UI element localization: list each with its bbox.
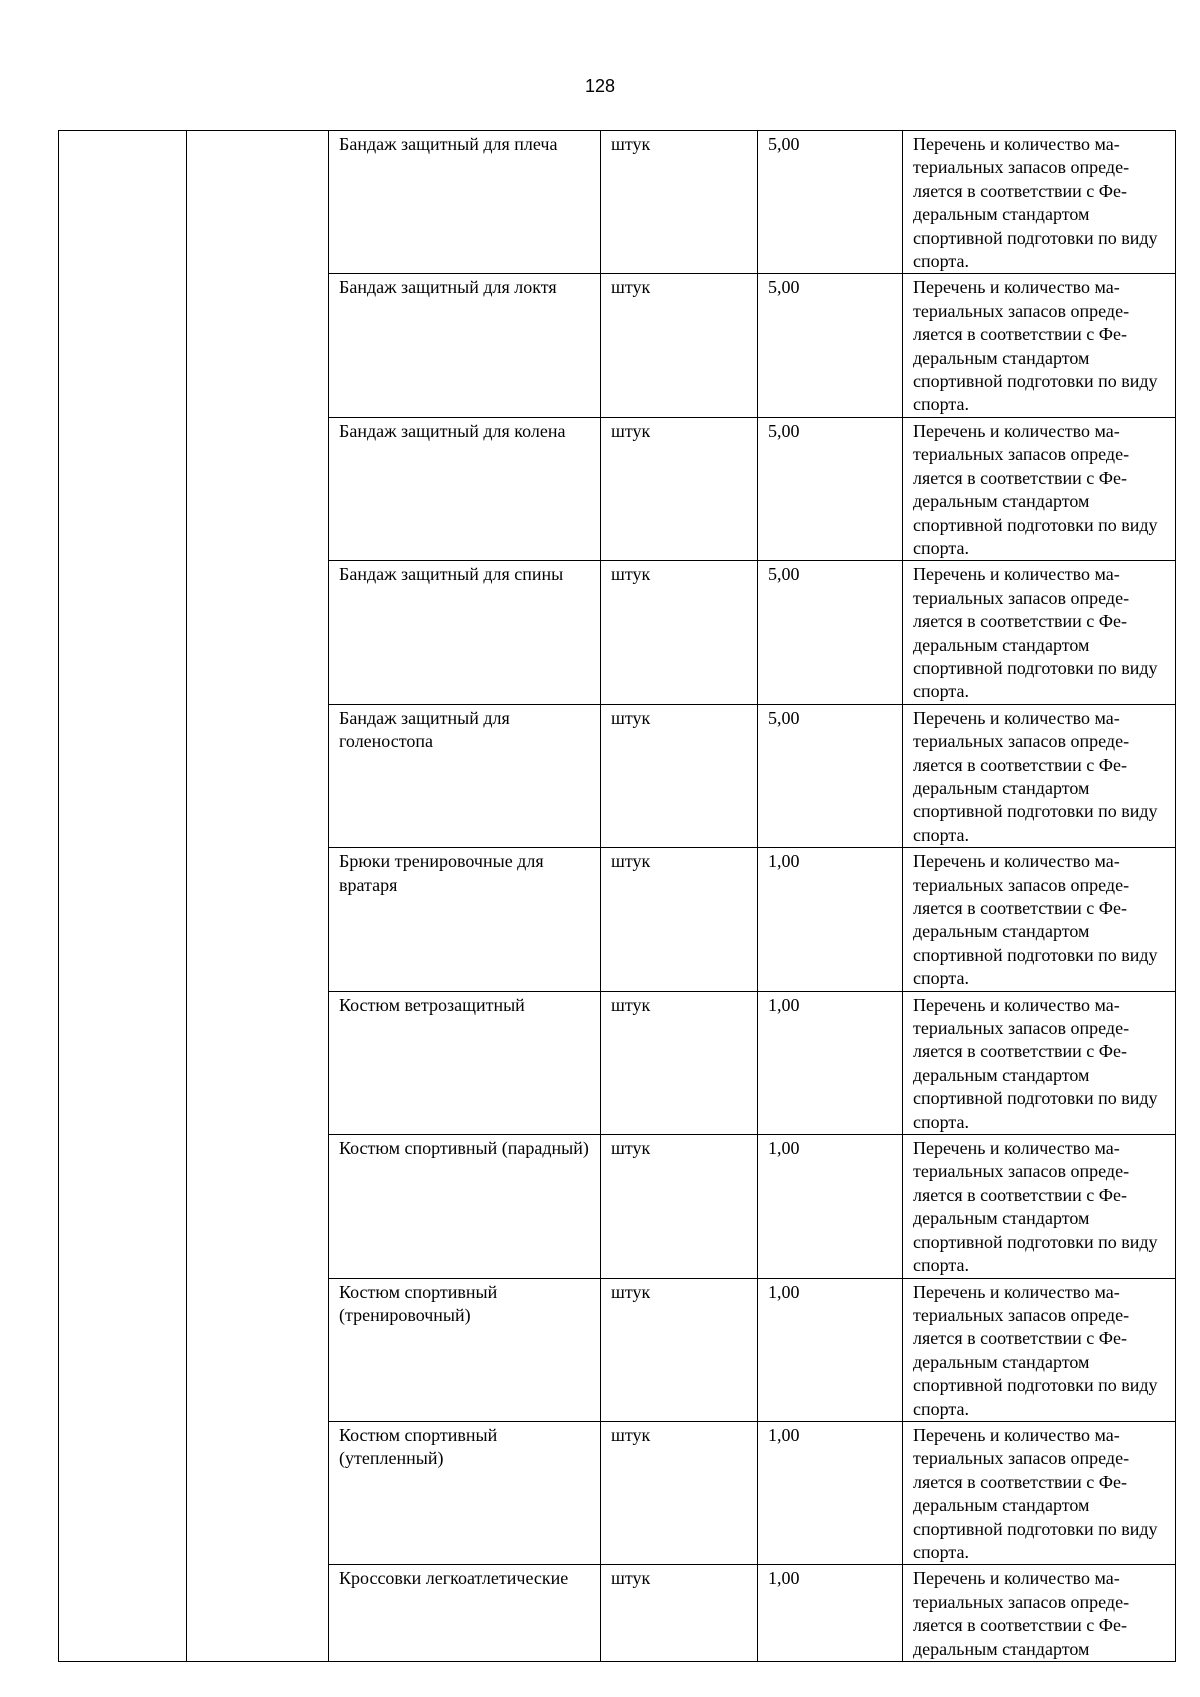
quantity-cell: 5,00: [758, 561, 903, 704]
item-name-cell: Бандаж защитный для плеча: [329, 131, 601, 274]
note-cell: Перечень и количество материальных запасов определяется в соответствии с Федеральным стандартом: [903, 1565, 1176, 1662]
note-cell: Перечень и количество материальных запасов определяется в соответствии с Федеральным стандартом спортивной подготовки по виду спорта.: [903, 1278, 1176, 1421]
note-cell: Перечень и количество материальных запасов определяется в соответствии с Федеральным стандартом спортивной подготовки по виду спорта.: [903, 274, 1176, 417]
unit-cell: штук: [601, 991, 758, 1134]
unit-cell: штук: [601, 848, 758, 991]
item-name-cell: Костюм спортивный (тренировочный): [329, 1278, 601, 1421]
table-row: [59, 131, 1176, 274]
unit-cell: штук: [601, 274, 758, 417]
quantity-cell: 1,00: [758, 1421, 903, 1564]
note-cell: Перечень и количество материальных запасов определяется в соответствии с Федеральным стандартом спортивной подготовки по виду спорта.: [903, 417, 1176, 560]
note-cell: Перечень и количество материальных запасов определяется в соответствии с Федеральным стандартом спортивной подготовки по виду спорта.: [903, 991, 1176, 1134]
quantity-cell: 1,00: [758, 991, 903, 1134]
quantity-cell: 1,00: [758, 1278, 903, 1421]
merged-column-2: [187, 131, 329, 1662]
quantity-cell: 1,00: [758, 848, 903, 991]
note-cell: Перечень и количество материальных запасов определяется в соответствии с Федеральным стандартом спортивной подготовки по виду спорта.: [903, 848, 1176, 991]
item-name-cell: Кроссовки легкоатлетические: [329, 1565, 601, 1662]
unit-cell: штук: [601, 1421, 758, 1564]
quantity-cell: 1,00: [758, 1565, 903, 1662]
unit-cell: штук: [601, 561, 758, 704]
note-cell: Перечень и количество материальных запасов определяется в соответствии с Федеральным стандартом спортивной подготовки по виду спорта.: [903, 1135, 1176, 1278]
item-name-cell: Костюм спортивный (парадный): [329, 1135, 601, 1278]
item-name-cell: Бандаж защитный для спины: [329, 561, 601, 704]
unit-cell: штук: [601, 417, 758, 560]
item-name-cell: Костюм ветрозащитный: [329, 991, 601, 1134]
quantity-cell: 1,00: [758, 1135, 903, 1278]
item-name-cell: Брюки тренировочные для вратаря: [329, 848, 601, 991]
note-cell: Перечень и количество материальных запасов определяется в соответствии с Федеральным стандартом спортивной подготовки по виду спорта.: [903, 131, 1176, 274]
unit-cell: штук: [601, 131, 758, 274]
item-name-cell: Бандаж защитный для колена: [329, 417, 601, 560]
note-cell: Перечень и количество материальных запасов определяется в соответствии с Федеральным стандартом спортивной подготовки по виду спорта.: [903, 704, 1176, 847]
item-name-cell: Бандаж защитный для локтя: [329, 274, 601, 417]
item-name-cell: Костюм спортивный (утепленный): [329, 1421, 601, 1564]
merged-column-1: [59, 131, 187, 1662]
item-name-cell: Бандаж защитный для голеностопа: [329, 704, 601, 847]
unit-cell: штук: [601, 1565, 758, 1662]
unit-cell: штук: [601, 1135, 758, 1278]
unit-cell: штук: [601, 1278, 758, 1421]
note-cell: Перечень и количество материальных запасов определяется в соответствии с Федеральным стандартом спортивной подготовки по виду спорта.: [903, 1421, 1176, 1564]
note-cell: Перечень и количество материальных запасов определяется в соответствии с Федеральным стандартом спортивной подготовки по виду спорта.: [903, 561, 1176, 704]
unit-cell: штук: [601, 704, 758, 847]
quantity-cell: 5,00: [758, 274, 903, 417]
quantity-cell: 5,00: [758, 417, 903, 560]
quantity-cell: 5,00: [758, 131, 903, 274]
page-number: 128: [584, 76, 616, 96]
quantity-cell: 5,00: [758, 704, 903, 847]
materials-table: [58, 130, 1176, 1662]
